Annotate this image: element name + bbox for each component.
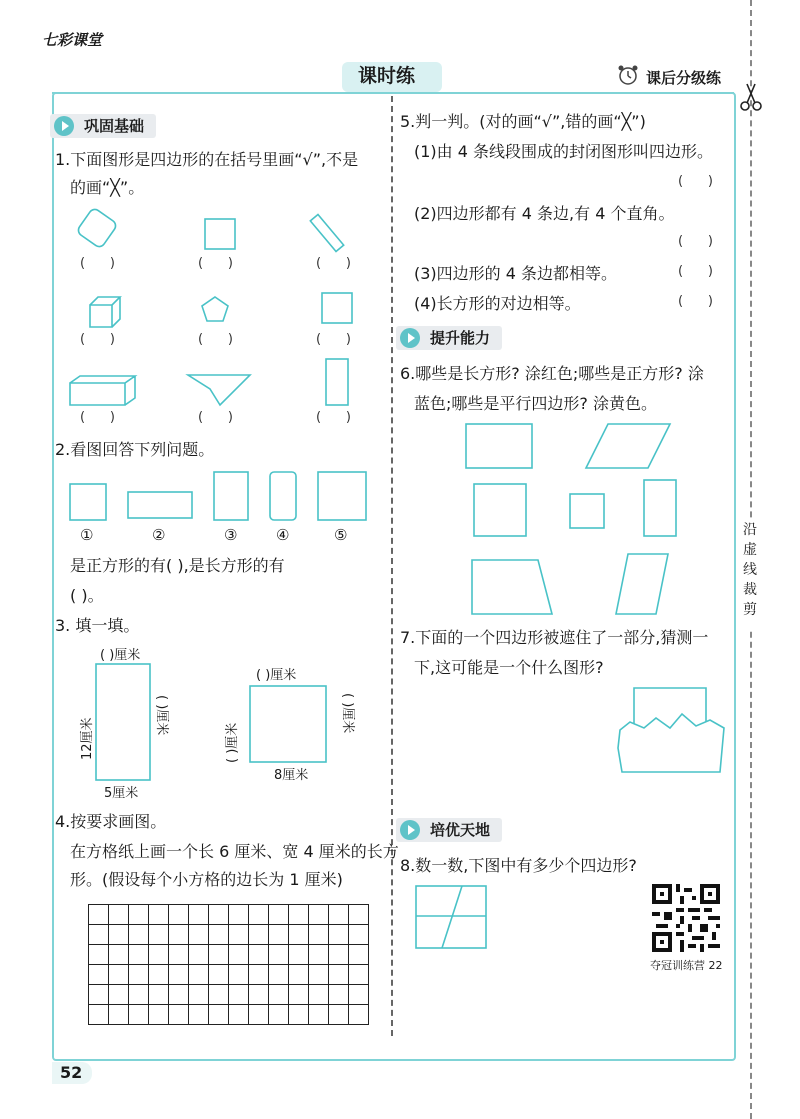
play-icon xyxy=(400,820,420,840)
q1-shape-pentagon xyxy=(202,297,228,321)
q6-line1: 6.哪些是长方形? 涂红色;哪些是正方形? 涂 xyxy=(400,364,704,383)
header-bar xyxy=(52,66,734,94)
q1-blank-4: ( ) xyxy=(80,332,115,347)
q5-blank-3: ( ) xyxy=(678,264,713,279)
q7-line1: 7.下面的一个四边形被遮住了一部分,猜测一 xyxy=(400,628,709,647)
q1-shape-arrow xyxy=(188,375,250,405)
q3-square-right: ( )厘米 xyxy=(340,693,355,734)
q1-blank-2: ( ) xyxy=(198,256,233,271)
publisher-logo: 七彩课堂 xyxy=(42,31,103,49)
section-excel-label: 培优天地 xyxy=(430,821,491,839)
q6-parallelogram-2 xyxy=(616,554,668,614)
play-icon xyxy=(54,116,74,136)
section-excel xyxy=(396,818,502,842)
q2-label-2: ② xyxy=(152,526,166,544)
section-basic xyxy=(50,114,156,138)
q6-trapezoid xyxy=(472,560,552,614)
q6-line2: 蓝色;哪些是平行四边形? 涂黄色。 xyxy=(414,394,657,413)
q1-blank-8: ( ) xyxy=(198,410,233,425)
q8-figure xyxy=(414,884,494,954)
header-subtitle: 课后分级练 xyxy=(646,69,722,87)
q6-rect-1 xyxy=(466,424,532,468)
q5-item-1: (1)由 4 条线段围成的封闭图形叫四边形。 xyxy=(414,142,714,161)
column-divider xyxy=(391,96,393,1036)
q1-shape-square-2 xyxy=(322,293,352,323)
q1-blank-9: ( ) xyxy=(316,410,351,425)
q3-square-left: ( )厘米 xyxy=(225,722,240,763)
q1-shape-cuboid xyxy=(70,376,135,405)
play-icon xyxy=(400,328,420,348)
q6-shapes xyxy=(460,420,720,620)
q3-rect-right: ( )厘米 xyxy=(154,695,169,736)
section-improve xyxy=(396,326,502,350)
q2-shape-2 xyxy=(128,492,192,518)
q3-square-bottom: 8厘米 xyxy=(274,768,309,783)
q6-square-2 xyxy=(570,494,604,528)
q1-blank-3: ( ) xyxy=(316,256,351,271)
q8-slant-line xyxy=(442,886,462,948)
q2-label-5: ⑤ xyxy=(334,526,348,544)
q1-blank-7: ( ) xyxy=(80,410,115,425)
q5-title: 5.判一判。(对的画“√”,错的画“╳”) xyxy=(400,112,646,131)
q3-square-top: ( )厘米 xyxy=(256,668,297,683)
q1-text-line1: 1.下面图形是四边形的在括号里画“√”,不是 xyxy=(55,150,359,169)
q3-rect-left: 12厘米 xyxy=(80,717,95,760)
q5-blank-1: ( ) xyxy=(678,174,713,189)
q6-rect-2 xyxy=(644,480,676,536)
q2-title: 2.看图回答下列问题。 xyxy=(55,440,215,459)
q1-blank-5: ( ) xyxy=(198,332,233,347)
section-basic-label: 巩固基础 xyxy=(84,117,145,135)
q2-label-1: ① xyxy=(80,526,94,544)
q2-shape-4 xyxy=(270,472,296,520)
q6-parallelogram-1 xyxy=(586,424,670,468)
q5-blank-4: ( ) xyxy=(678,294,713,309)
cut-label: 沿虚线裁剪 xyxy=(743,522,757,618)
q5-item-2: (2)四边形都有 4 条边,有 4 个直角。 xyxy=(414,204,675,223)
q1-shape-cube xyxy=(90,297,120,327)
q8-title: 8.数一数,下图中有多少个四边形? xyxy=(400,856,637,875)
q3-title: 3. 填一填。 xyxy=(55,616,140,635)
q1-shapes xyxy=(60,205,370,425)
q4-line2: 形。(假设每个小方格的边长为 1 厘米) xyxy=(70,870,343,889)
q2-shapes xyxy=(66,468,376,528)
q4-title: 4.按要求画图。 xyxy=(55,812,167,831)
section-improve-label: 提升能力 xyxy=(430,329,491,347)
q1-text-line2: 的画“╳”。 xyxy=(70,178,145,197)
q3-rectangle xyxy=(96,664,150,780)
q2-label-3: ③ xyxy=(224,526,238,544)
q1-shape-square xyxy=(205,219,235,249)
q1-shape-rounded-rhombus xyxy=(76,207,118,249)
q2-shape-5 xyxy=(318,472,366,520)
q1-shape-slanted-strip xyxy=(310,214,343,251)
q3-rect-bottom: 5厘米 xyxy=(104,786,139,801)
page-number: 52 xyxy=(60,1063,83,1082)
q2-shape-1 xyxy=(70,484,106,520)
q2-answer-line1: 是正方形的有( ),是长方形的有 xyxy=(70,556,285,575)
alarm-clock-icon xyxy=(617,64,639,86)
q3-square xyxy=(250,686,326,762)
q7-line2: 下,这可能是一个什么图形? xyxy=(414,658,604,677)
q1-shape-tall-rect xyxy=(326,359,348,405)
qr-code xyxy=(652,884,720,952)
q4-line1: 在方格纸上画一个长 6 厘米、宽 4 厘米的长方 xyxy=(70,842,399,861)
q3-rect-top: ( )厘米 xyxy=(100,648,141,663)
q2-shape-3 xyxy=(214,472,248,520)
scissors-icon xyxy=(738,82,764,112)
q1-blank-6: ( ) xyxy=(316,332,351,347)
q1-blank-1: ( ) xyxy=(80,256,115,271)
q2-answer-line2: ( )。 xyxy=(70,586,104,605)
q7-quadrilateral-top xyxy=(634,688,706,724)
q5-item-3: (3)四边形的 4 条边都相等。 xyxy=(414,264,618,283)
q5-item-4: (4)长方形的对边相等。 xyxy=(414,294,581,313)
q2-label-4: ④ xyxy=(276,526,290,544)
q5-blank-2: ( ) xyxy=(678,234,713,249)
q4-grid-paper xyxy=(88,904,369,1025)
q7-covered-shape xyxy=(616,684,726,776)
page-title: 课时练 xyxy=(358,65,416,87)
q8-outer-square xyxy=(416,886,486,948)
q6-square-1 xyxy=(474,484,526,536)
qr-caption: 夺冠训练营 22 xyxy=(650,959,723,972)
